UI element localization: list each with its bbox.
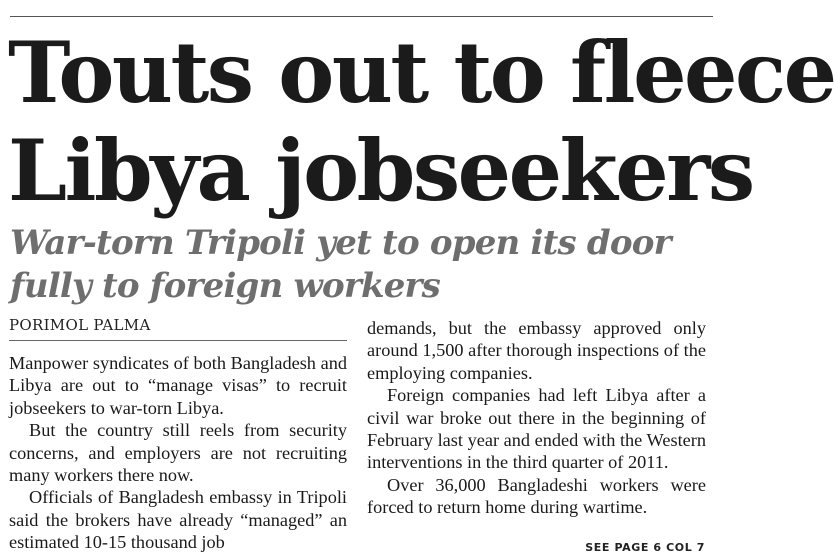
byline: PORIMOL PALMA (9, 316, 151, 334)
article-column-left (9, 352, 347, 554)
subheadline (10, 222, 710, 308)
paragraph: Officials of Bangladesh embassy in Tripoli said the brokers have already “managed” an estimated 10-15 thousand job (9, 487, 347, 553)
paragraph: But the country still reels from security concerns, and employers are not recruiting many workers there now. (9, 420, 347, 486)
headline (8, 23, 835, 220)
headline-line-2: Libya jobseekers (8, 121, 753, 220)
paragraph: Manpower syndicates of both Bangladesh and Libya are out to “manage visas” to recruit jobseekers to war-torn Libya. (9, 353, 347, 418)
subheadline-line-2: fully to foreign workers (10, 266, 440, 306)
subheadline-line-1: War-torn Tripoli yet to open its door (10, 223, 671, 263)
paragraph: Foreign companies had left Libya after a civil war broke out there in the beginning of February last year and ended with the Western interventions in the third quarter of 2011. (367, 385, 706, 473)
headline-line-1: Touts out to fleece (8, 23, 835, 122)
paragraph: demands, but the embassy approved only around 1,500 after thorough inspections of the employing companies. (367, 318, 706, 383)
continued-on-page-note: SEE PAGE 6 COL 7 (585, 541, 705, 554)
paragraph: Over 36,000 Bangladeshi workers were forced to return home during wartime. (367, 474, 706, 518)
article-column-right (367, 317, 706, 519)
top-rule (10, 16, 713, 17)
byline-rule (9, 340, 347, 341)
